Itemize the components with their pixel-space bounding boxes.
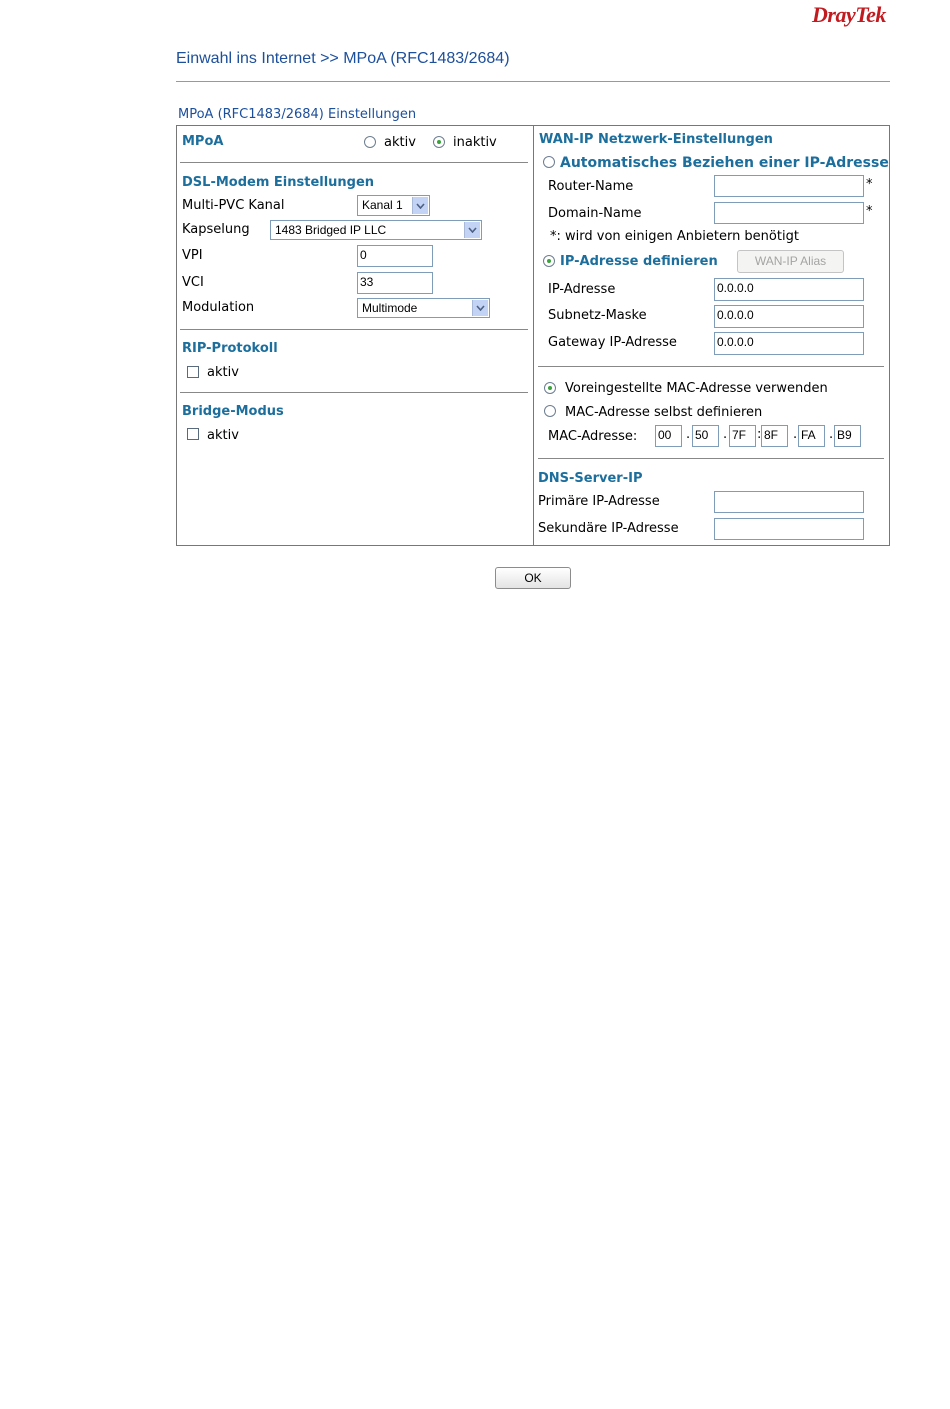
separator <box>180 392 528 393</box>
modulation-value: Multimode <box>362 301 418 315</box>
router-name-label: Router-Name <box>548 179 634 194</box>
mpoa-inactive-radio[interactable] <box>433 136 445 148</box>
separator <box>180 162 528 163</box>
rip-heading: RIP-Protokoll <box>182 341 278 356</box>
dsl-heading: DSL-Modem Einstellungen <box>182 175 375 190</box>
encapsulation-label: Kapselung <box>182 222 250 237</box>
domain-name-input[interactable] <box>714 202 864 224</box>
chevron-down-icon <box>472 300 488 316</box>
vpi-input[interactable]: 0 <box>357 245 433 267</box>
custom-mac-radio[interactable] <box>544 405 556 417</box>
secondary-dns-input[interactable] <box>714 518 864 540</box>
mpoa-active-radio[interactable] <box>364 136 376 148</box>
required-marker: * <box>866 177 873 192</box>
static-ip-radio[interactable] <box>543 255 555 267</box>
router-name-input[interactable] <box>714 175 864 197</box>
modulation-label: Modulation <box>182 300 255 315</box>
mac-octet-1[interactable]: 00 <box>655 425 682 447</box>
mac-octet-5[interactable]: FA <box>798 425 825 447</box>
mac-octet-6[interactable]: B9 <box>834 425 861 447</box>
secondary-dns-label: Sekundäre IP-Adresse <box>538 521 679 536</box>
mac-octet-4[interactable]: 8F <box>761 425 788 447</box>
separator <box>180 329 528 330</box>
chevron-down-icon <box>464 222 480 238</box>
encapsulation-value: 1483 Bridged IP LLC <box>275 223 387 237</box>
section-title: MPoA (RFC1483/2684) Einstellungen <box>178 107 417 122</box>
mac-octet-2[interactable]: 50 <box>692 425 719 447</box>
gateway-label: Gateway IP-Adresse <box>548 335 677 350</box>
static-ip-label: IP-Adresse definieren <box>560 254 718 269</box>
page-title: Einwahl ins Internet >> MPoA (RFC1483/2684) <box>176 50 510 67</box>
separator <box>538 366 884 367</box>
wan-ip-alias-button[interactable]: WAN-IP Alias <box>737 250 844 273</box>
mpoa-active-label: aktiv <box>384 135 416 150</box>
mac-separator: . <box>793 427 798 442</box>
dns-heading: DNS-Server-IP <box>538 471 643 486</box>
primary-dns-input[interactable] <box>714 491 864 513</box>
gateway-input[interactable]: 0.0.0.0 <box>714 332 864 355</box>
encapsulation-select[interactable] <box>270 220 482 240</box>
required-marker: * <box>866 204 873 219</box>
vpi-label: VPI <box>182 248 203 263</box>
default-mac-radio[interactable] <box>544 382 556 394</box>
ip-address-input[interactable]: 0.0.0.0 <box>714 278 864 301</box>
mpoa-label: MPoA <box>182 134 224 149</box>
vci-input[interactable]: 33 <box>357 272 433 294</box>
custom-mac-label: MAC-Adresse selbst definieren <box>565 405 763 420</box>
bridge-heading: Bridge-Modus <box>182 404 284 419</box>
mac-separator: . <box>829 427 834 442</box>
auto-ip-radio[interactable] <box>543 156 555 168</box>
primary-dns-label: Primäre IP-Adresse <box>538 494 660 509</box>
domain-name-label: Domain-Name <box>548 206 642 221</box>
bridge-active-label: aktiv <box>207 428 239 443</box>
draytek-logo: DrayTek <box>812 2 886 27</box>
mac-separator: : <box>757 427 762 442</box>
title-divider <box>176 81 890 82</box>
multi-pvc-value: Kanal 1 <box>362 198 403 212</box>
modulation-select[interactable] <box>357 298 490 318</box>
rip-active-checkbox[interactable] <box>187 366 199 378</box>
mac-octet-3[interactable]: 7F <box>729 425 756 447</box>
vci-label: VCI <box>182 275 204 290</box>
wan-ip-heading: WAN-IP Netzwerk-Einstellungen <box>539 132 773 147</box>
multi-pvc-select[interactable] <box>357 195 430 216</box>
default-mac-label: Voreingestellte MAC-Adresse verwenden <box>565 381 828 396</box>
mpoa-inactive-label: inaktiv <box>453 135 497 150</box>
mac-separator: . <box>723 427 728 442</box>
separator <box>538 458 884 459</box>
subnet-mask-label: Subnetz-Maske <box>548 308 647 323</box>
auto-ip-label: Automatisches Beziehen einer IP-Adresse <box>560 155 889 171</box>
multi-pvc-label: Multi-PVC Kanal <box>182 198 285 213</box>
bridge-active-checkbox[interactable] <box>187 428 199 440</box>
rip-active-label: aktiv <box>207 365 239 380</box>
chevron-down-icon <box>412 197 428 214</box>
mac-separator: . <box>686 427 691 442</box>
mac-address-label: MAC-Adresse: <box>548 429 638 444</box>
ok-button[interactable]: OK <box>495 567 571 589</box>
provider-note: *: wird von einigen Anbietern benötigt <box>550 229 799 244</box>
subnet-mask-input[interactable]: 0.0.0.0 <box>714 305 864 328</box>
ip-address-label: IP-Adresse <box>548 282 616 297</box>
